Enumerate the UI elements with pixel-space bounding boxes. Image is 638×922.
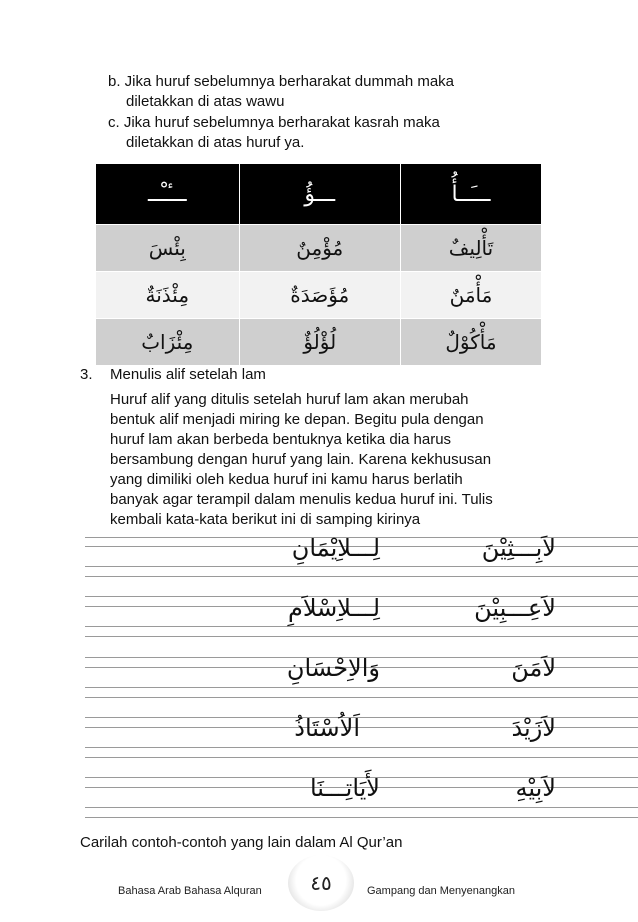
footer-book-title: Bahasa Arab Bahasa Alquran <box>118 885 262 897</box>
table-cell: مِئْزَابٌ <box>96 319 240 366</box>
footer-tagline: Gampang dan Menyenangkan <box>367 885 515 897</box>
table-header-cell: ـــٔـْــ <box>96 164 240 225</box>
rule-b-line2: diletakkan di atas wawu <box>126 93 285 110</box>
section-number: 3. <box>80 366 93 383</box>
body-line: bentuk alif menjadi miring ke depan. Begitu pula dengan <box>110 411 484 428</box>
practice-word-left: لأَيَاتِـــنَا <box>309 774 380 802</box>
table-header-row <box>96 164 542 225</box>
table-cell: مَأْكُوْلٌ <box>400 319 541 366</box>
ruled-line <box>85 626 638 627</box>
ruled-line <box>85 687 638 688</box>
table-row <box>96 225 542 272</box>
ruled-line <box>85 807 638 808</box>
table-row <box>96 319 542 366</box>
ruled-line <box>85 697 638 698</box>
rule-c-line2: diletakkan di atas huruf ya. <box>126 134 305 151</box>
table-cell: تَأْلِيفٌ <box>400 225 541 272</box>
ruled-line <box>85 747 638 748</box>
rule-b-line1: b. Jika huruf sebelumnya berharakat dummah maka <box>108 73 455 90</box>
ruled-line <box>85 817 638 818</box>
practice-word-left: اَلاُسْتَاذُ <box>294 714 360 742</box>
body-line: bersambung dengan huruf yang lain. Karena kekhususan <box>110 451 492 468</box>
practice-word-right: لاَبِـــثِيْنَ <box>481 534 556 562</box>
ruled-line <box>85 757 638 758</box>
section-body <box>110 390 560 530</box>
ruled-line <box>85 636 638 637</box>
table-cell: مُؤَصَدَةٌ <box>239 272 400 319</box>
table-cell: مَأْمَنٌ <box>400 272 541 319</box>
rule-c-line1: c. Jika huruf sebelumnya berharakat kasrah maka <box>108 114 440 131</box>
body-line: huruf lam akan berbeda bentuknya ketika dia harus <box>110 431 452 448</box>
practice-word-left: لِـــلاِسْلاَمِ <box>287 594 380 622</box>
table-cell: مِئْذَنَةٌ <box>96 272 240 319</box>
page-number: ٤٥ <box>310 871 332 895</box>
table-row <box>96 272 542 319</box>
closing-instruction: Carilah contoh-contoh yang lain dalam Al Qur’an <box>80 834 403 851</box>
practice-word-left: وَالاِحْسَانِ <box>286 654 380 682</box>
table-cell: لُؤْلُؤٌ <box>239 319 400 366</box>
hamzah-table <box>95 163 542 366</box>
body-line: banyak agar terampil dalam menulis kedua huruf ini. Tulis <box>110 491 493 508</box>
table-header-cell: ـــَــأُ <box>400 164 541 225</box>
practice-word-left: لِـــلاِيْمَانِ <box>291 534 380 562</box>
practice-word-right: لاَبِيْهِ <box>515 774 556 802</box>
table-cell: مُؤْمِنٌ <box>239 225 400 272</box>
practice-word-right: لاَعِـــبِيْنَ <box>474 594 556 622</box>
table-cell: بِئْسَ <box>96 225 240 272</box>
body-line: Huruf alif yang ditulis setelah huruf lam akan merubah <box>110 391 469 408</box>
page-number-badge <box>288 855 354 911</box>
body-line: kembali kata-kata berikut ini di samping kirinya <box>110 511 421 528</box>
body-line: yang dimiliki oleh kedua huruf ini kamu harus berlatih <box>110 471 463 488</box>
table-header-cell: ـــؤُ <box>239 164 400 225</box>
section-title: Menulis alif setelah lam <box>110 366 266 383</box>
practice-word-right: لاَمَنَ <box>511 654 556 682</box>
practice-word-right: لاَزَيْدَ <box>511 714 556 742</box>
ruled-line <box>85 566 638 567</box>
ruled-line <box>85 576 638 577</box>
